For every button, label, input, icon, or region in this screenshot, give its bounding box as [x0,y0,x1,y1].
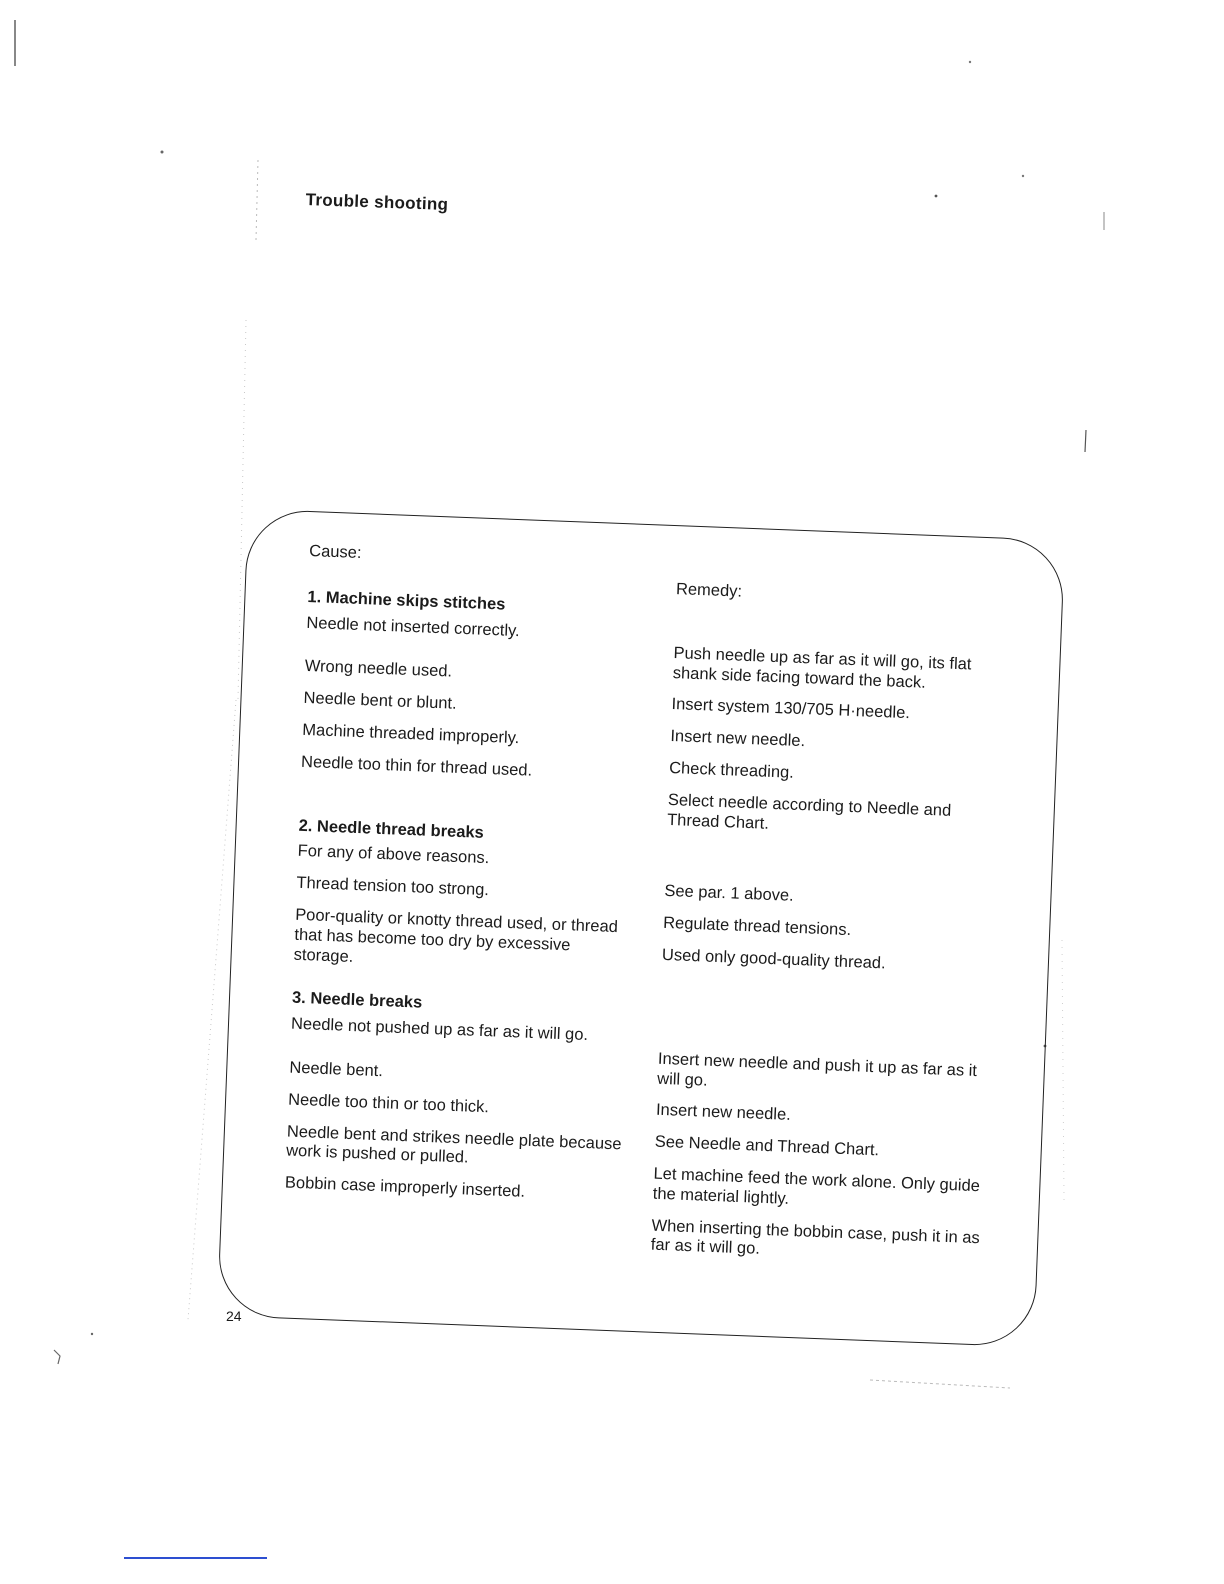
footer-link-underline [124,1557,267,1559]
remedy-cell: See par. 1 above. [664,882,795,906]
cause-cell: For any of above reasons. [297,842,490,868]
remedy-cell: See Needle and Thread Chart. [654,1132,880,1160]
cause-cell: Needle bent. [289,1058,384,1081]
remedy-cell: Let machine feed the work alone. Only guide the material lightly. [652,1164,981,1208]
section-title: 3. Needle breaks [291,989,423,1013]
remedy-cell: Regulate thread tensions. [662,914,852,940]
cause-cell: Machine threaded improperly. [302,720,520,748]
cause-cell: Needle too thin for thread used. [300,752,533,780]
remedy-cell: Check threading. [668,758,795,782]
cause-cell: Thread tension too strong. [296,873,490,900]
section-title: 1. Machine skips stitches [307,587,506,614]
remedy-column [650,580,1006,1268]
cause-cell: Needle too thin or too thick. [287,1090,490,1117]
remedy-cell: Insert system 130/705 H·needle. [671,695,911,723]
remedy-cell: When inserting the bobbin case, push it in as far as it will go. [650,1216,981,1259]
remedy-cell: Push needle up as far as it will go, its flat shank side facing toward the back. [672,643,972,692]
cause-cell: Bobbin case improperly inserted. [284,1173,526,1201]
remedy-cell: Insert new needle. [670,727,806,751]
cause-cell: Wrong needle used. [304,657,453,681]
remedy-cell: Insert new needle. [655,1101,792,1125]
page-number: 24 [226,1308,242,1324]
remedy-cell: Insert new needle and push it up as far as it will go. [656,1049,978,1090]
cause-cell: Needle bent or blunt. [303,689,458,713]
cause-cell: Poor-quality or knotty thread used, or thread that has become too dry by excessive storage. [293,905,619,966]
remedy-cell: Select needle according to Needle and Thread Chart. [666,790,952,833]
cause-cell: Needle bent and strikes needle plate because work is pushed or pulled. [285,1122,622,1167]
troubleshooting-table [217,509,1065,1348]
page-title: Trouble shooting [305,190,449,214]
section-title: 2. Needle thread breaks [298,816,485,842]
remedy-cell: Used only good-quality thread. [661,945,886,973]
cause-header: Cause: [308,541,362,562]
cause-cell: Needle not inserted correctly. [306,613,521,640]
cause-cell: Needle not pushed up as far as it will go. [290,1014,589,1045]
cause-column [285,542,650,1207]
remedy-header: Remedy: [675,580,743,601]
